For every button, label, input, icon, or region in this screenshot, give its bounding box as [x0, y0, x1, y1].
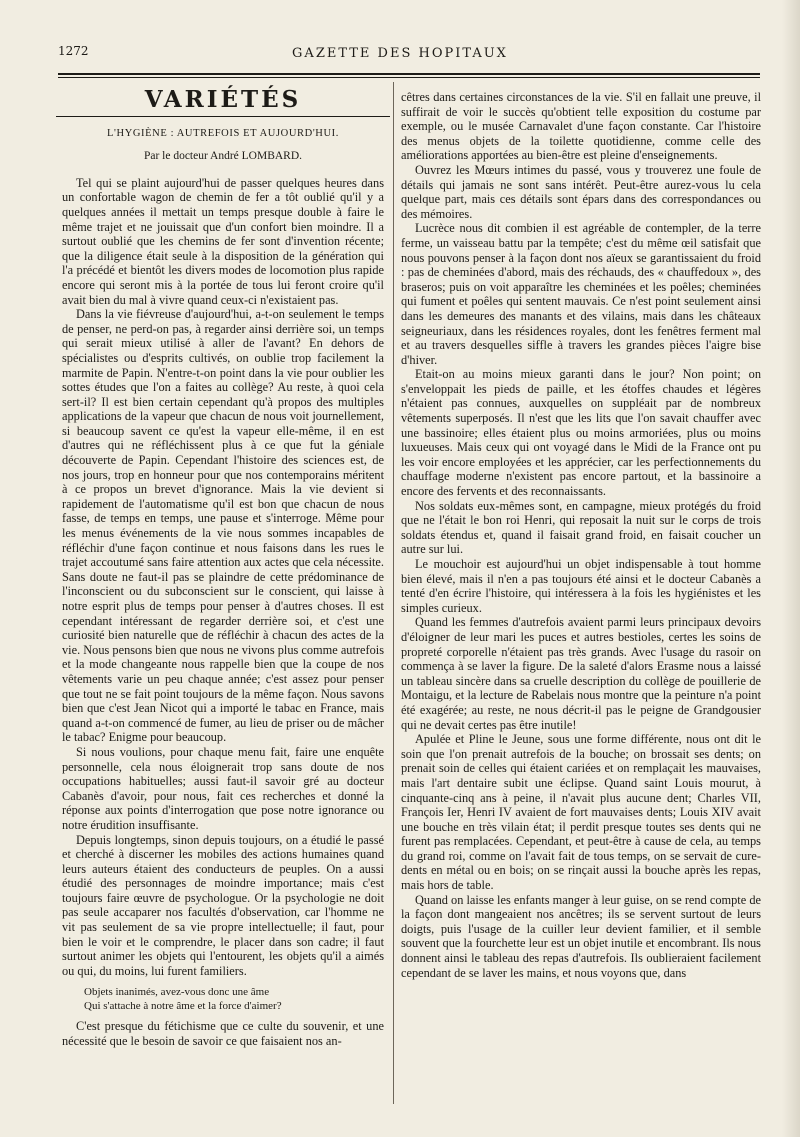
- paragraph: C'est presque du fétichisme que ce culte du souvenir, et une nécessité que le besoin de savoir ce que faisaient nos an-: [62, 1019, 384, 1049]
- paragraph: Nos soldats eux-mêmes sont, en campagne, mieux protégés du froid que ne l'était le bon roi Henri, qui reposait la nuit sur le corps de trois soldats étendus et, quand il faisait grand froid, en faisait coucher un autre sur lui.: [401, 498, 761, 557]
- column-divider: [393, 82, 394, 1104]
- paragraph: Etait-on au moins mieux garanti dans le jour? Non point; on s'enveloppait les pieds de paille, et les étoffes chaudes et légères n'étaient pas connues, auxquelles on suppléait par de nombreux vêtements superposés. Il n'est que les lits que l'on savait chauffer avec une bassinoire; elles étaient plus ou moins armoriées, plus ou moins luxueuses. Mais ceux qui ont voyagé dans le Midi de la France ont pu les voir encore employées et les apprécier, car les perfectionnements du chauffage moderne n'existent pas encore partout, et la bassinoire a encore des fervents et des reconnaissants.: [401, 367, 761, 499]
- paragraph: Lucrèce nous dit combien il est agréable de contempler, de la terre ferme, un vaisseau battu par la tempête; c'est du même œil satisfait que nous pouvons penser à la façon dont nos aïeux se garantissaient du froid : pas de cheminées d'abord, mais des réchauds, des « chauffedoux », des braseros; puis on voit apparaître les cheminées et les poêles; cheminées qui fument et poêles qui sentent mauvais. Ce n'est point seulement ainsi dans les demeures des manants et des vilains, mais dans les châteaux seigneuriaux, dans les résidences royales, dont les fenêtres ferment mal et au travers desquelles siffle à travers les grandes pièces l'aigre bise d'hiver.: [401, 221, 761, 367]
- paragraph: Si nous voulions, pour chaque menu fait, faire une enquête personnelle, cela nous éloignerait trop sans doute de nos occupations habituelles; aussi faut-il savoir gré au docteur Cabanès d'avoir, pour nous, fait ces recherches et donné la réponse aux points d'interrogation que pose notre ignorance ou notre érudition insuffisante.: [62, 744, 384, 832]
- column-left: [62, 86, 384, 1049]
- verse-line: Qui s'attache à notre âme et la force d'aimer?: [84, 999, 282, 1012]
- header-rule-thin: [58, 77, 760, 78]
- page-number: 1272: [58, 44, 89, 58]
- verse-line: Objets inanimés, avez-vous donc une âme: [84, 986, 270, 999]
- paragraph: Apulée et Pline le Jeune, sous une forme différente, nous ont dit le soin que l'on prenait autrefois de la bouche; on brossait ses dents; on prenait soin de celles qui étaient cariées et on remplaçait les mauvaises, mais l'art dentaire subit une éclipse. Quand saint Louis mourut, à cinquante-cinq ans à peine, il n'avait plus aucune dent; Charles VII, François Ier, Henri IV avaient de fort mauvaises dents; Louis XIV avait une bouche en très vilain état; il perdit presque toutes ses dents qui ne furent pas remplacées. Cependant, et peut-être à cause de cela, au temps du grand roi, comme on l'avait fait de tous temps, on se servait de cure-dents en métal ou en bois; on se rinçait aussi la bouche après les repas, mais hors de table.: [401, 732, 761, 893]
- paragraph: Le mouchoir est aujourd'hui un objet indispensable à tout homme bien élevé, mais il n'en a pas toujours été ainsi et le docteur Cabanès a tenté d'en écrire l'histoire, qui intéressera à la fois les hygiénistes et les simples curieux.: [401, 557, 761, 615]
- article-heading: L'HYGIÈNE : AUTREFOIS ET AUJOURD'HUI.: [107, 127, 339, 139]
- paragraph: Dans la vie fiévreuse d'aujourd'hui, a-t-on seulement le temps de penser, ne perd-on pas, à regarder ainsi derrière soi, un temps qui serait mieux utilisé à aller de l'avant? En dehors de spécialistes ou d'esprits cultivés, on oublie trop facilement la marmite de Papin. N'entre-t-on point dans la vie pour oublier les sottes études que l'on a faites au collège? Au reste, à quoi cela sert-il? Il est bien certain cependant qu'à propos des multiples applications de la vapeur que chacun de nous voit journellement, si beaucoup savent ce qu'est la vapeur elle-même, il en est d'autres qui ne réfléchissent plus à ce que fut la géniale découverte de Papin. Cependant l'histoire des sciences est, de nos jours, trop en honneur pour que nos contemporains méritent à ce propos un brevet d'ignorance. Mais la vie devient si rapidement de l'automatisme qu'il est bon que chacun de nous fasse, de temps en temps, une pause et s'interroge. Même pour les menus événements de la vie nous sommes incapables de réfléchir d'une façon continue et nous faisons dans les rues le trajet accoutumé sans faire attention aux actes que cela nécessite. Sans doute ne faut-il pas se plaindre de cette prédominance de l'inconscient ou du subconscient sur le conscient, qui laisse à notre esprit plus de temps pour penser à d'autres choses. Il est cependant intéressant de regarder derrière soi, et c'est une curiosité bien naturelle que de réfléchir à chacun des actes de la vie. Nous pensons bien que nous ne vivons plus comme autrefois et la mode changeante nous rappelle bien que la coupe de nos vêtements varie un peu chaque année; c'est assez pour penser que tout ne se fait point toujours de la même façon. Nous savons bien que c'est Jean Nicot qui a importé le tabac en France, mais quand a-t-on commencé de fumer, au lieu de priser ou de mâcher le tabac? Enigme pour beaucoup.: [62, 307, 384, 745]
- paragraph: Ouvrez les Mœurs intimes du passé, vous y trouverez une foule de détails qui jamais ne sont sans intérêt. Peut-être aurez-vous lu cela quelque part, mais ces détails sont épars dans des correspondances ou des mémoires.: [401, 162, 761, 221]
- column-right: [401, 90, 761, 980]
- running-head: GAZETTE DES HOPITAUX: [292, 46, 508, 61]
- paragraph: Depuis longtemps, sinon depuis toujours, on a étudié le passé et cherché à discerner les mobiles des actions humaines quand leurs auteurs étaient des conducteurs de peuples. On a aussi étudié des personnages de moindre importance; mais c'est toujours faire œuvre de psychologue. Or la psychologie ne doit pas seule accaparer nos facultés d'observation, car l'homme ne vit pas seulement de sa vie propre intellectuelle; il faut, pour bien le voir et le comprendre, le placer dans son cadre; il faut surtout animer les objets qui l'entourent, les objets qu'il a aimés ou qui, du moins, lui furent familiers.: [62, 832, 384, 978]
- section-title: VARIÉTÉS: [144, 86, 302, 113]
- verse-quote: [84, 986, 384, 1013]
- paragraph: cêtres dans certaines circonstances de la vie. S'il en fallait une preuve, il suffirait de voir le succès qu'obtient telle exposition du costume par exemple, ou le musée Carnavalet d'une façon constante. Car l'histoire des menus objets de la toilette quotidienne, comme celle des améliorations apportées au bien-être est pleine d'enseignements.: [401, 90, 761, 163]
- paragraph: Quand les femmes d'autrefois avaient parmi leurs principaux devoirs d'éloigner de leur mari les puces et autres bestioles, certes les soins de propreté corporelle n'étaient pas très grands. Avec l'usage du rasoir on commença à se laver la figure. De la saleté d'alors Erasme nous a laissé un tableau sincère dans sa cruelle description du collège de pouillerie de Montaigu, et la lecture de Rabelais nous montre que la peinture n'a point été exagérée; au reste, ne nous décrit-il pas le peigne de Grandgousier qui ne devait certes pas être inutile!: [401, 615, 761, 732]
- paragraph: Tel qui se plaint aujourd'hui de passer quelques heures dans un confortable wagon de chemin de fer a tôt oublié qu'il y a quelques années il mettait un temps presque double à faire le même trajet et ne jouissait que d'un confort bien moindre. Il a surtout oublié que les chemins de fer sont d'invention récente; que la diligence était seule à la disposition de la génération qui l'a précédé et bientôt les divers modes de locomotion plus rapide encore qui seront mis à la portée de tous lui feront croire qu'il avait bien du mal à vivre quand ceux-ci n'existaient pas.: [62, 175, 384, 307]
- page-edge-shadow: [782, 0, 800, 1137]
- article-byline: Par le docteur André LOMBARD.: [143, 150, 303, 163]
- header-rule: [58, 73, 760, 75]
- title-rule: [56, 116, 390, 117]
- paragraph: Quand on laisse les enfants manger à leur guise, on se rend compte de la façon dont mangeaient nos ancêtres; ils se servent surtout de leurs doigts, puis l'usage de la cuiller leur devient familier, et il semble souvent que la fourchette leur est un objet inutile et encombrant. Ils nous donnent ainsi le tableau des repas d'autrefois. Ils oublieraient facilement cependant de se laver les mains, et nous voyons que, dans: [401, 892, 761, 980]
